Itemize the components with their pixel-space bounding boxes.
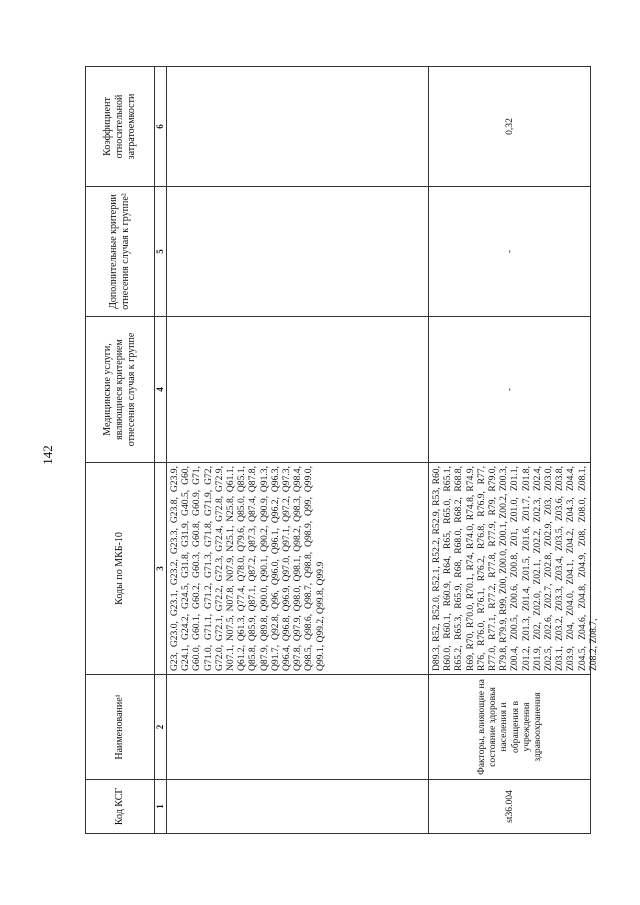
header-ksg-code: Код КСГ: [86, 779, 154, 833]
column-number: 5: [155, 186, 166, 316]
table-row: [167, 66, 429, 834]
page-number-text: 142: [40, 445, 55, 465]
header-name: Наименование¹: [86, 674, 154, 779]
table-row: [429, 66, 599, 834]
ksg-table: [85, 66, 599, 834]
mkb-codes-cell: D89.3, R52, R52.0, R52.1, R52.2, R52.9, R53, R60, R60.0, R60.1, R60.9, R64, R65, R65.0, R65.1, R65.2, R65.3, R65.9, R68, R68.0, R68.2, R68.8, R69, R70, R70.0, R70.1, R74, R74.0, R74.8, R74.9, R76, R76.0, R76.1, R76.2, R76.8, R76.9, R77, R77.0, R77.1, R77.2, R77.8, R77.9, R79, R79.0, R79.8, R79.9, R99, Z00, Z00.0, Z00.1, Z00.2, Z00.3, Z00.4, Z00.5, Z00.6, Z00.8, Z01, Z01.0, Z01.1, Z01.2, Z01.3, Z01.4, Z01.5, Z01.6, Z01.7, Z01.8, Z01.9, Z02, Z02.0, Z02.1, Z02.2, Z02.3, Z02.4, Z02.5, Z02.6, Z02.7, Z02.8, Z02.9, Z03, Z03.0, Z03.1, Z03.2, Z03.3, Z03.4, Z03.5, Z03.6, Z03.8, Z03.9, Z04, Z04.0, Z04.1, Z04.2, Z04.3, Z04.4, Z04.5, Z04.6, Z04.8, Z04.9, Z08, Z08.0, Z08.1, Z08.2, Z08.7,: [429, 462, 590, 674]
column-number: 6: [155, 124, 165, 129]
column-number: 2: [155, 674, 166, 779]
coefficient-cell: 0,32: [503, 118, 515, 135]
name-cell: [167, 674, 428, 779]
page-number: [38, 440, 58, 470]
header-additional-criteria: Дополнительные критерии отнесения случая к группе²: [86, 186, 154, 316]
column-number-row: [155, 66, 167, 834]
header-services: Медицинские услуги, являющиеся критерием отнесения случая к группе: [86, 316, 154, 462]
services-cell: [167, 316, 428, 462]
ksg-code-cell: st36.004: [429, 779, 590, 833]
column-number: 3: [155, 462, 166, 674]
name-cell: Факторы, влияющие на состояние здоровья населения и обращения в учреждения здравоохранения: [429, 674, 590, 779]
column-number: 4: [155, 316, 166, 462]
coefficient-cell: [167, 67, 428, 186]
mkb-codes-cell: G23, G23.0, G23.1, G23.2, G23.3, G23.8, G23.9, G24.1, G24.2, G24.5, G31.8, G31.9, G40.5, G60, G60.0, G60.1, G60.2, G60.3, G60.8, G60.9, G71, G71.0, G71.1, G71.2, G71.3, G71.8, G71.9, G72, G72.0, G72.1, G72.2, G72.3, G72.4, G72.8, G72.9, N07.1, N07.5, N07.8, N07.9, N25.1, N25.8, Q61.1, Q61.2, Q61.3, Q77.4, Q78.0, Q79.6, Q85.0, Q85.1, Q85.8, Q85.9, Q87.1, Q87.2, Q87.3, Q87.4, Q87.8, Q87.9, Q89.8, Q90.0, Q90.1, Q90.2, Q90.9, Q91.3, Q91.7, Q92.8, Q96, Q96.0, Q96.1, Q96.2, Q96.3, Q96.4, Q96.8, Q96.9, Q97.0, Q97.1, Q97.2, Q97.3, Q97.8, Q97.9, Q98.0, Q98.1, Q98.2, Q98.3, Q98.4, Q98.5, Q98.6, Q98.7, Q98.8, Q98.9, Q99, Q99.0, Q99.1, Q99.2, Q99.8, Q99.9: [167, 462, 428, 674]
table-header-row: [85, 66, 155, 834]
criteria-cell: [167, 186, 428, 316]
services-cell: -: [429, 316, 590, 462]
column-number: 1: [155, 779, 166, 833]
ksg-code-cell: [167, 779, 428, 833]
criteria-cell: -: [429, 186, 590, 316]
header-mkb-codes: Коды по МКБ-10: [86, 462, 154, 674]
header-coefficient: Коэффициент относительной затратоемкости: [102, 93, 137, 160]
